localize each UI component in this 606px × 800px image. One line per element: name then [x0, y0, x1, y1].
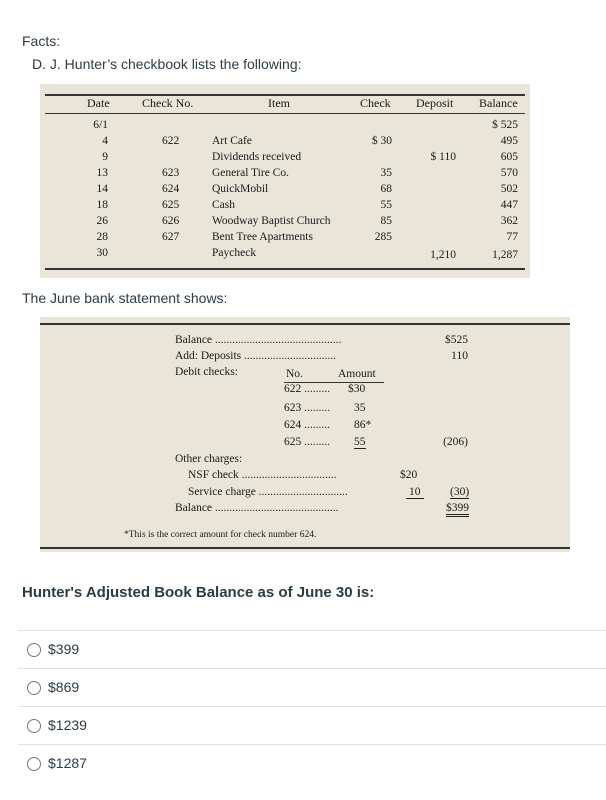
service-charge-label: Service charge ............................... — [188, 486, 348, 498]
row-check-no: 622 — [162, 135, 180, 147]
service-charge-value: 10 — [406, 486, 424, 499]
radio-button[interactable] — [27, 681, 41, 695]
row-item: Paycheck — [212, 247, 257, 259]
answer-option[interactable] — [18, 630, 606, 669]
row-balance: 605 — [500, 151, 518, 163]
row-date: 28 — [96, 231, 108, 243]
check-row-no: 624 ......... — [284, 419, 330, 431]
row-date: 9 — [102, 151, 108, 163]
check-row-amount: 55 — [354, 436, 366, 448]
radio-button[interactable] — [27, 719, 41, 733]
no-header: No. — [286, 368, 303, 380]
row-balance: 77 — [506, 231, 518, 243]
check-row-amount: 35 — [354, 402, 366, 414]
row-item: Art Cafe — [212, 135, 252, 147]
nsf-check-value: $20 — [400, 469, 418, 481]
row-date: 26 — [96, 215, 108, 227]
statement-deposits-value: 110 — [451, 350, 468, 362]
facts-label: Facts: — [22, 33, 61, 49]
option-label: $1239 — [48, 717, 87, 733]
row-deposit: $ 110 — [430, 151, 456, 163]
radio-button[interactable] — [27, 643, 41, 657]
option-label: $1287 — [48, 755, 87, 771]
row-date: 6/1 — [93, 119, 108, 131]
question-text: Hunter's Adjusted Book Balance as of June 30 is: — [22, 584, 375, 601]
checkbook-intro-text: D. J. Hunter’s checkbook lists the following: — [32, 56, 302, 72]
header-date: Date — [87, 96, 110, 110]
row-check: 85 — [380, 215, 392, 227]
check-row-amount: 86* — [354, 419, 372, 431]
row-check: $ 30 — [371, 135, 392, 147]
row-balance: 502 — [500, 183, 518, 195]
amount-header: Amount — [338, 368, 376, 380]
ending-balance-label: Balance ........................................... — [175, 502, 339, 514]
row-check: 35 — [380, 167, 392, 179]
debit-checks-label: Debit checks: — [175, 366, 238, 378]
nsf-check-label: NSF check ................................. — [188, 469, 337, 481]
checks-total: (206) — [443, 436, 468, 448]
ending-balance-value: $399 — [446, 502, 469, 517]
header-balance: Balance — [479, 96, 518, 110]
answer-option[interactable] — [18, 706, 606, 745]
other-charges-label: Other charges: — [175, 453, 243, 465]
header-check-no: Check No. — [142, 96, 194, 110]
footnote: *This is the correct amount for check number 624. — [124, 530, 317, 540]
answer-option[interactable] — [18, 744, 606, 783]
answer-option[interactable] — [18, 668, 606, 707]
row-item: Woodway Baptist Church — [212, 215, 331, 227]
row-date: 18 — [96, 199, 108, 211]
check-row-no: 623 ......... — [284, 402, 330, 414]
row-item: Dividends received — [212, 151, 302, 163]
row-item: General Tire Co. — [212, 167, 289, 179]
row-balance: 362 — [500, 215, 518, 227]
row-balance: 570 — [500, 167, 518, 179]
radio-button[interactable] — [27, 757, 41, 771]
statement-balance-label: Balance ............................................ — [175, 334, 342, 346]
row-check: 285 — [374, 231, 392, 243]
header-item: Item — [268, 96, 290, 110]
row-check-no: 625 — [162, 199, 180, 211]
statement-deposits-label: Add: Deposits ................................ — [175, 350, 336, 362]
row-balance: 447 — [500, 199, 518, 211]
row-check: 68 — [380, 183, 392, 195]
statement-balance-value: $525 — [445, 334, 468, 346]
row-item: QuickMobil — [212, 183, 269, 195]
row-item: Cash — [212, 199, 235, 211]
row-balance: $ 525 — [492, 119, 518, 131]
option-label: $869 — [48, 679, 80, 695]
checkbook-table — [40, 84, 530, 278]
row-date: 4 — [102, 135, 108, 147]
row-check-no: 627 — [162, 231, 180, 243]
check-row-no: 622 ......... — [284, 383, 330, 395]
row-date: 13 — [96, 167, 108, 179]
row-check-no: 624 — [162, 183, 180, 195]
bank-statement-intro-text: The June bank statement shows: — [22, 290, 228, 306]
header-deposit: Deposit — [416, 96, 454, 110]
other-charges-total: (30) — [450, 486, 470, 498]
row-balance: 495 — [500, 135, 518, 147]
row-item: Bent Tree Apartments — [212, 231, 313, 243]
row-check-no: 623 — [162, 167, 180, 179]
option-label: $399 — [48, 641, 80, 657]
row-balance: 1,287 — [492, 249, 518, 261]
row-deposit: 1,210 — [430, 249, 456, 261]
row-check-no: 626 — [162, 215, 180, 227]
row-date: 30 — [96, 247, 108, 259]
row-date: 14 — [96, 183, 108, 195]
check-row-no: 625 ......... — [284, 436, 330, 448]
row-check: 55 — [380, 199, 392, 211]
bank-statement — [40, 317, 570, 552]
check-row-amount: $30 — [348, 383, 366, 395]
header-check: Check — [360, 96, 391, 110]
